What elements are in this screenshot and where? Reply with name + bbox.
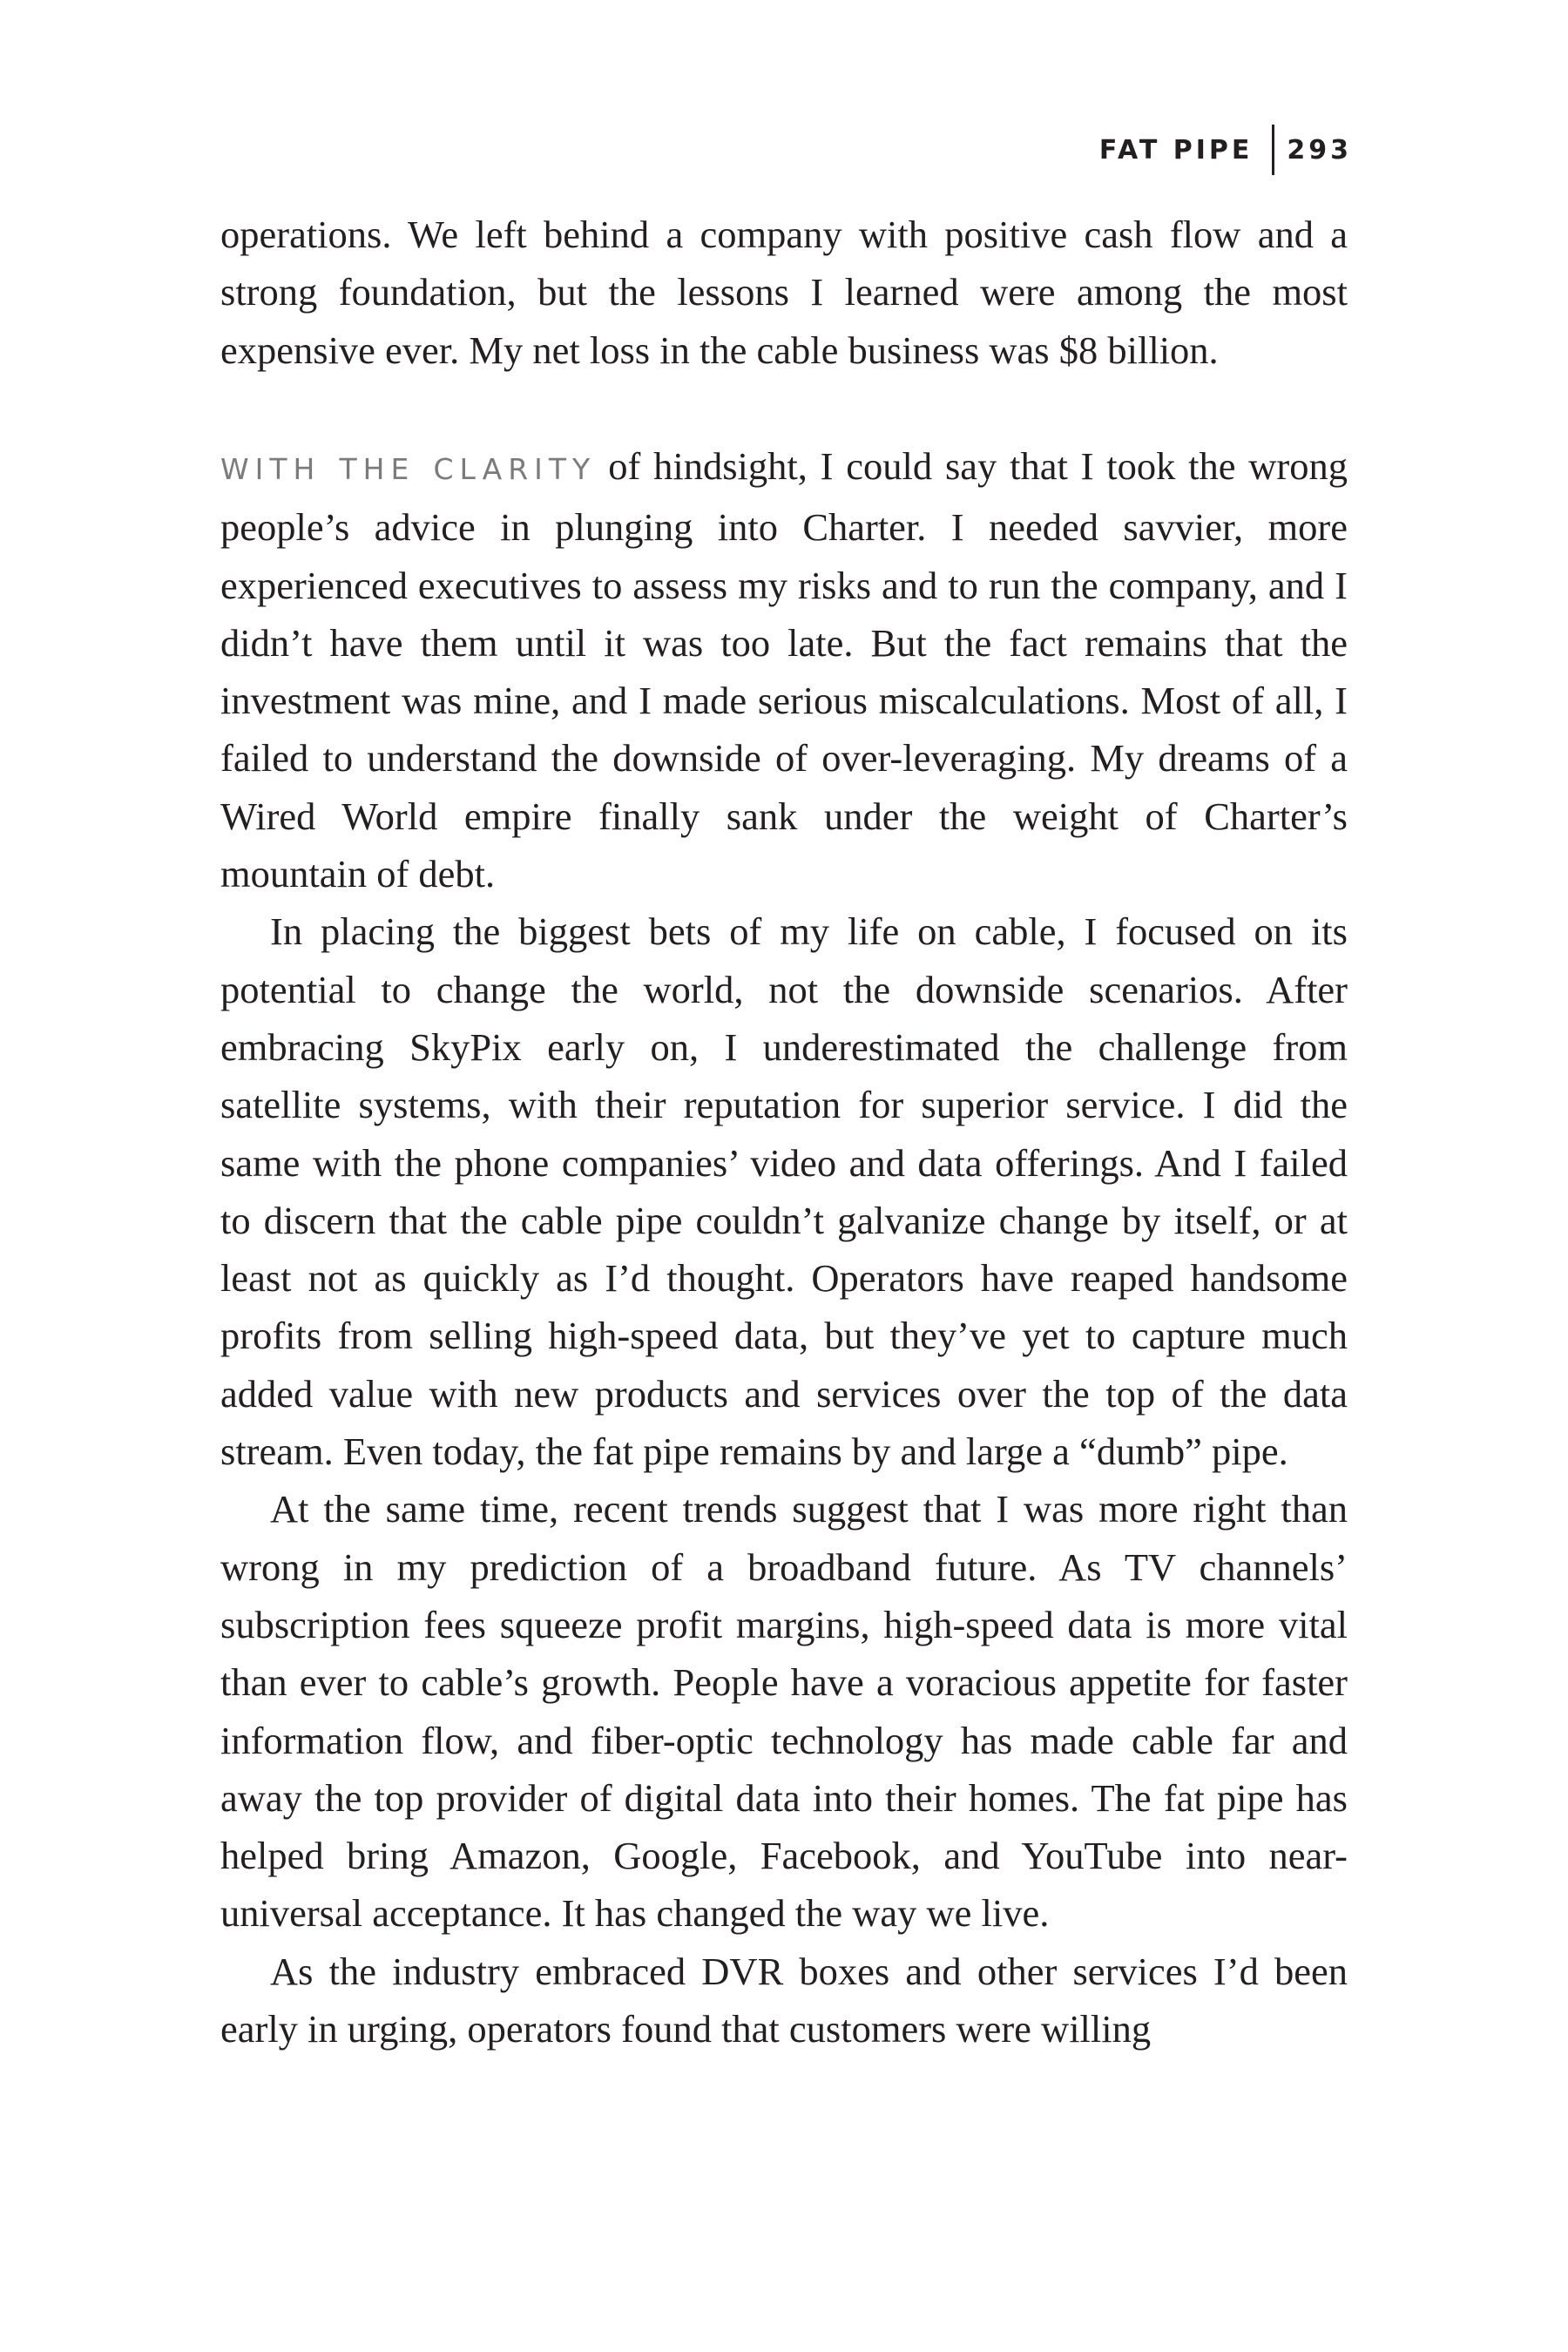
paragraph-text: of hindsight, I could say that I took the wrong people’s advice in plunging into Charter. I needed savvier, more experienced executives to assess my risks and to run the company, and I didn’t have them until it was too late. But the fact remains that the investment was mine, and I made serious miscalculations. Most of all, I failed to understand the downside of over-leveraging. My dreams of a Wired World empire finally sank under the weight of Charter’s mountain of debt. — [220, 444, 1348, 896]
section-lead-in: WITH THE CLARITY — [220, 452, 597, 486]
paragraph: As the industry embraced DVR boxes and other services I’d been early in urging, operators found that customers were willing — [220, 1949, 1348, 2051]
paragraph: operations. We left behind a company with positive cash flow and a strong foundation, but the lessons I learned were among the most expensive ever. My net loss in the cable business was $8 billion. — [220, 213, 1348, 372]
header-divider — [1272, 125, 1274, 175]
paragraph — [220, 437, 1348, 902]
text-block-section — [220, 437, 1348, 2058]
page-number: 293 — [1287, 134, 1352, 166]
paragraph: In placing the biggest bets of my life on cable, I focused on its potential to change the world, not the downside scenarios. After embracing SkyPix early on, I underestimated the challenge from satellite systems, with their reputation for superior service. I did the same with the phone companies’ video and data offerings. And I failed to discern that the cable pipe couldn’t galvanize change by itself, or at least not as quickly as I’d thought. Operators have reaped handsome profits from selling high-speed data, but they’ve yet to capture much added value with new products and services over the top of the data stream. Even today, the fat pipe remains by and large a “dumb” pipe. — [220, 909, 1348, 1474]
running-title: FAT PIPE — [1098, 134, 1254, 166]
text-block-continuation — [220, 206, 1348, 379]
paragraph: At the same time, recent trends suggest that I was more right than wrong in my prediction of a broadband future. As TV channels’ subscription fees squeeze profit margins, high-speed data is more vital than ever to cable’s growth. People have a voracious appetite for faster information flow, and fiber-optic technology has made cable far and away the top provider of digital data into their homes. The fat pipe has helped bring Amazon, Google, Facebook, and YouTube into near-universal acceptance. It has changed the way we live. — [220, 1487, 1348, 1936]
running-head — [1099, 124, 1352, 176]
